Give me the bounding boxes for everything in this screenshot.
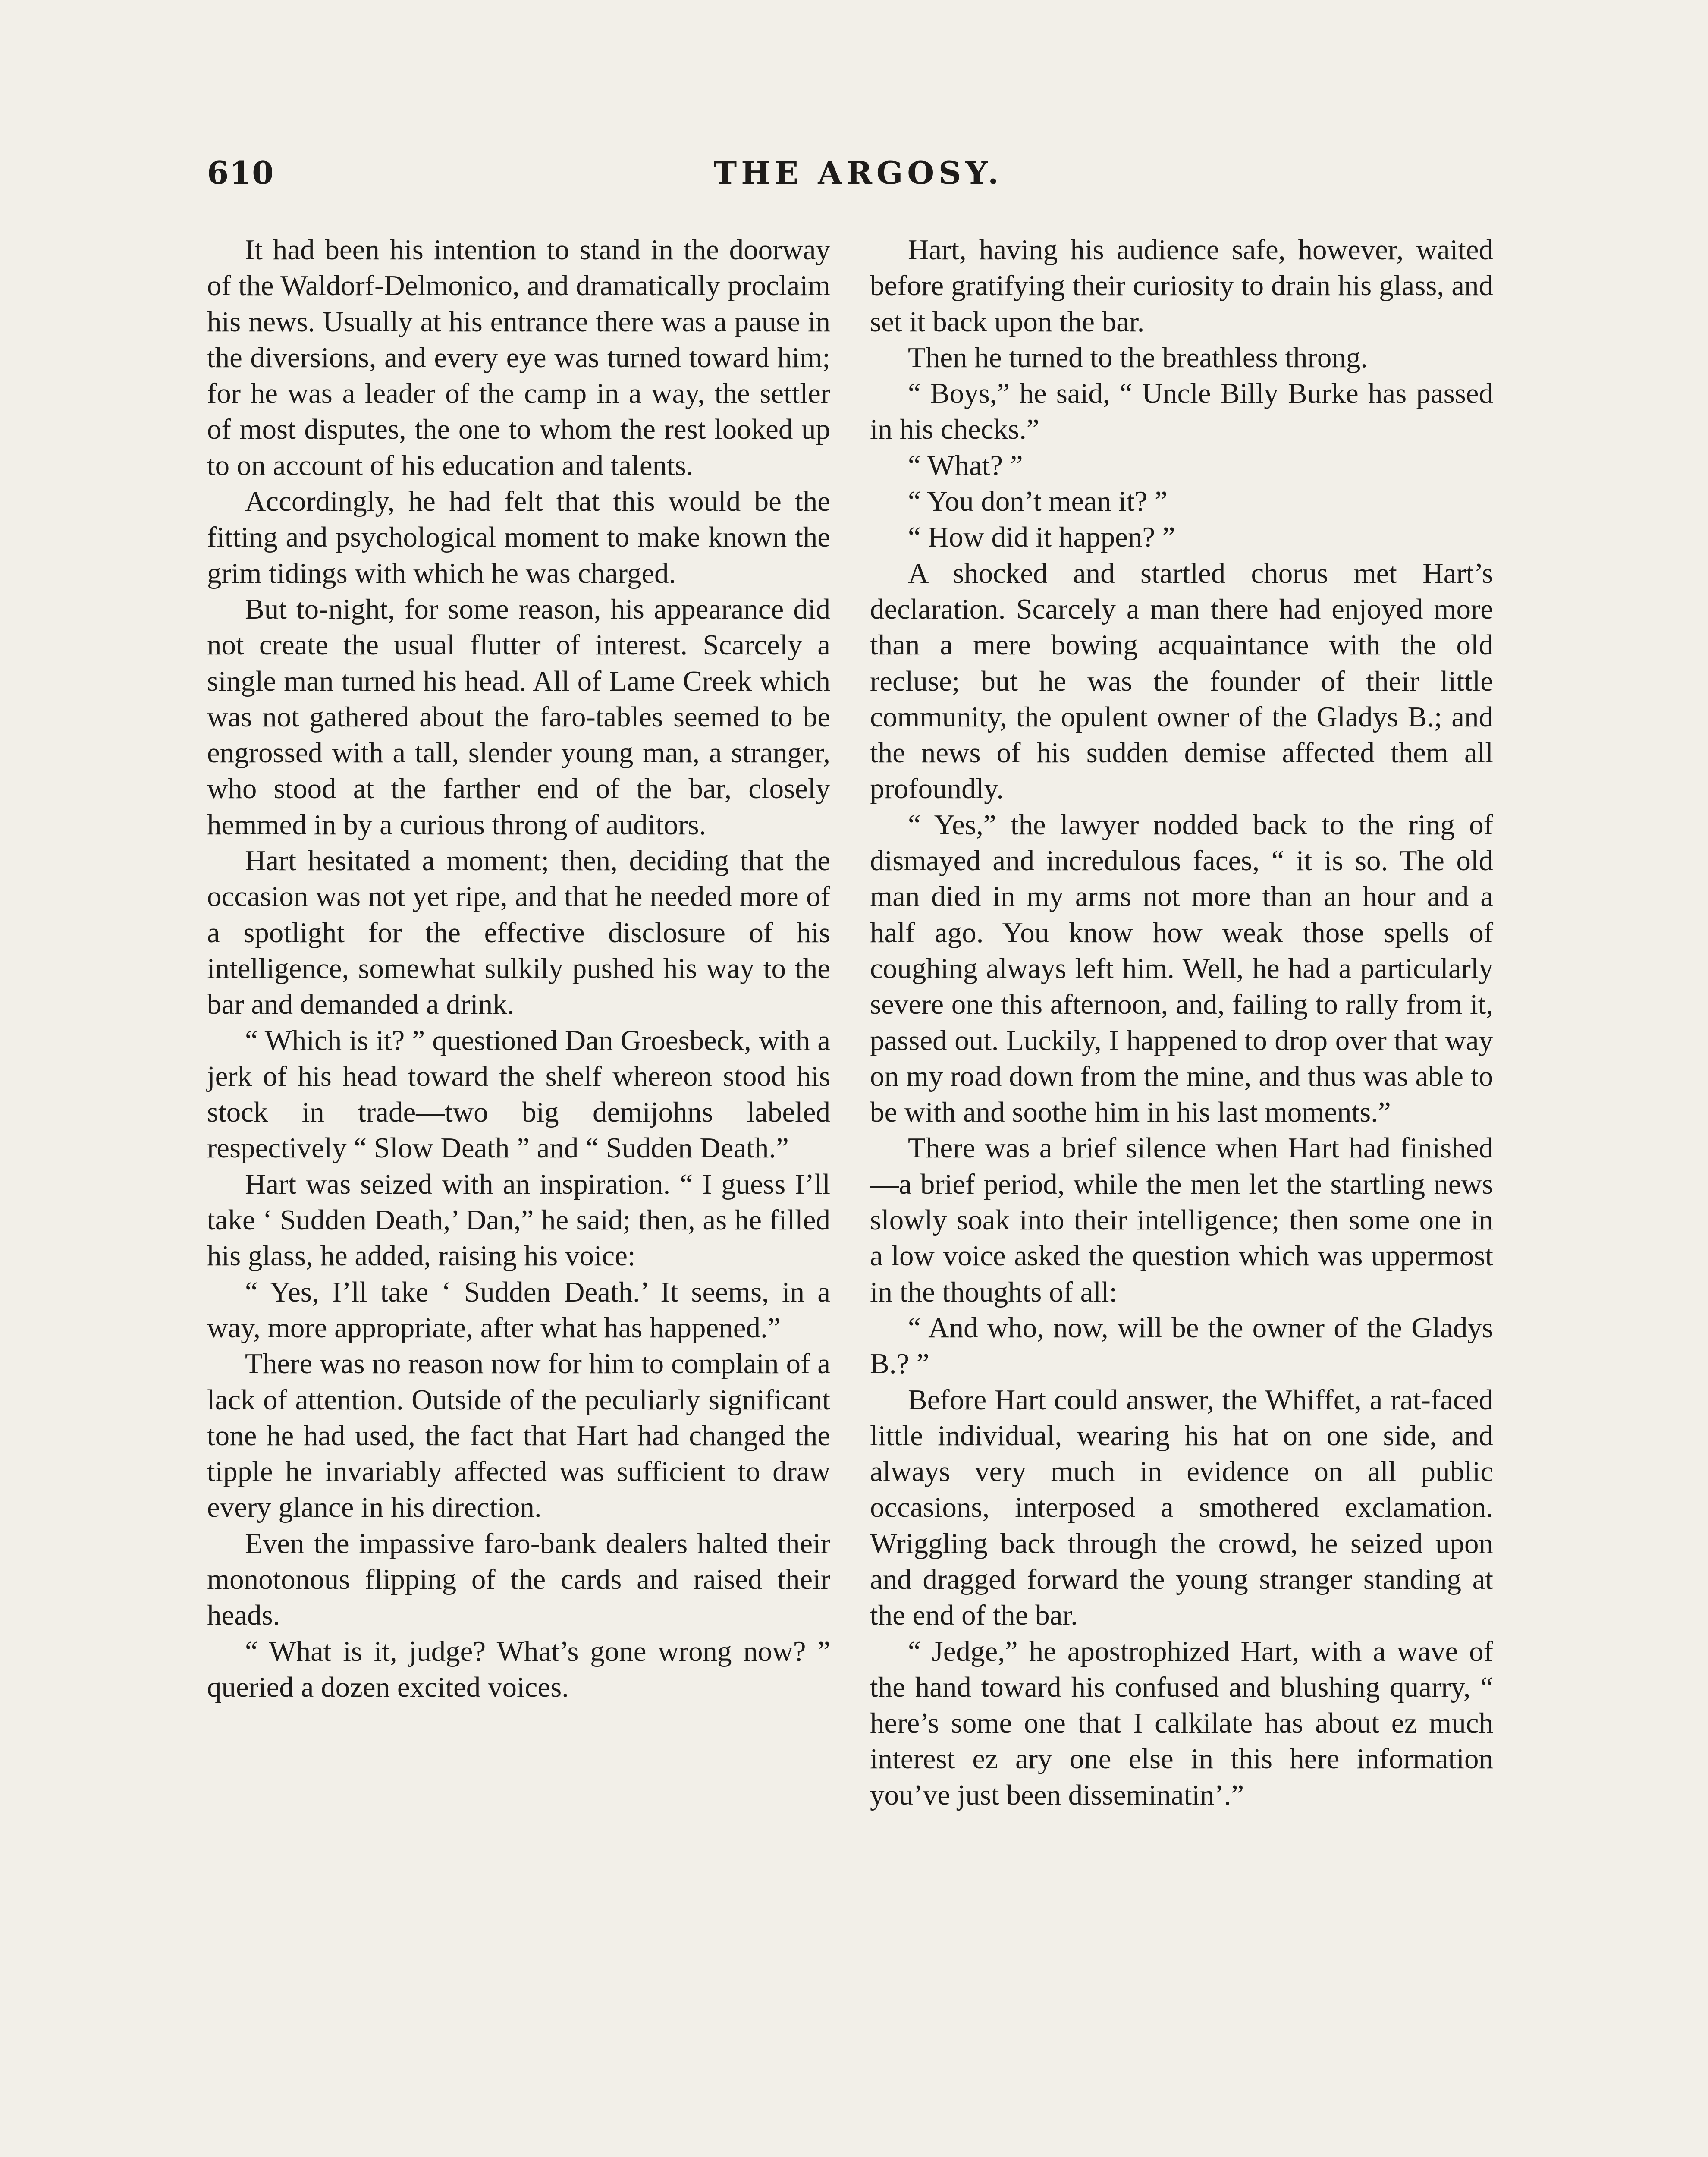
paragraph: Hart hesitated a moment; then, deciding that the occasion was not yet ripe, and that he needed more of a spotlight for the effective disclosure of his intelligence, somewhat sulkily pushed his way to the bar and demanded a drink. — [207, 845, 830, 1021]
paragraph: It had been his intention to stand in the doorway of the Waldorf-Delmonico, and dramatically proclaim his news. Usually at his entrance there was a pause in the diversions, and every eye was turned toward him; for he was a leader of the camp in a way, the settler of most disputes, the one to whom the rest looked up to on account of his education and talents. — [207, 234, 830, 481]
paragraph: “ Yes,” the lawyer nodded back to the ring of dismayed and incredulous faces, “ it is so. The old man died in my arms not more than an hour and a half ago. You know how weak those spells of coughing always left him. Well, he had a particularly severe one this afternoon, and, failing to rally from it, passed out. Luckily, I happened to drop over that way on my road down from the mine, and thus was able to be with and soothe him in his last moments.” — [870, 808, 1493, 1129]
paragraph: “ Yes, I’ll take ‘ Sudden Death.’ It seems, in a way, more appropriate, after what has happened.” — [207, 1276, 830, 1344]
paragraph: “ You don’t mean it? ” — [908, 485, 1168, 518]
page-number: 610 — [207, 154, 275, 191]
paragraph: “ Which is it? ” questioned Dan Groesbeck, with a jerk of his head toward the shelf whereon stood his stock in trade—two big demijohns labeled respectively “ Slow Death ” and “ Sudden Death.” — [207, 1024, 830, 1164]
running-head — [207, 154, 1510, 206]
journal-title: THE ARGOSY. — [713, 154, 1003, 191]
left-column — [207, 232, 830, 1705]
paragraph: “ What is it, judge? What’s gone wrong now? ” queried a dozen excited voices. — [207, 1635, 830, 1703]
paragraph: “ What? ” — [908, 449, 1023, 481]
paragraph: A shocked and startled chorus met Hart’s declaration. Scarcely a man there had enjoyed more than a mere bowing acquaintance with the old recluse; but he was the founder of their little community, the opulent owner of the Gladys B.; and the news of his sudden demise affected them all profoundly. — [870, 557, 1493, 805]
paragraph: Before Hart could answer, the Whiffet, a rat-faced little individual, wearing his hat on one side, and always very much in evidence on all public occasions, interposed a smothered exclamation. Wriggling back through the crowd, he seized upon and dragged forward the young stranger standing at the end of the bar. — [870, 1383, 1493, 1632]
paragraph: Hart was seized with an inspiration. “ I guess I’ll take ‘ Sudden Death,’ Dan,” he said; then, as he filled his glass, he added, raising his voice: — [207, 1168, 830, 1272]
paragraph: “ And who, now, will be the owner of the Gladys B.? ” — [870, 1311, 1493, 1380]
right-column — [870, 232, 1493, 1813]
paragraph: Then he turned to the breathless throng. — [908, 341, 1368, 374]
paragraph: “ How did it happen? ” — [908, 521, 1175, 553]
paragraph: But to-night, for some reason, his appearance did not create the usual flutter of interest. Scarcely a single man turned his head. All of Lame Creek which was not gathered about the faro-tables seemed to be engrossed with a tall, slender young man, a stranger, who stood at the farther end of the bar, closely hemmed in by a curious throng of auditors. — [207, 593, 830, 841]
paragraph: Even the impassive faro-bank dealers halted their monotonous flipping of the cards and raised their heads. — [207, 1527, 830, 1632]
paragraph: “ Jedge,” he apostrophized Hart, with a wave of the hand toward his confused and blushing quarry, “ here’s some one that I calkilate has about ez much interest ez ary one else in this here information you’ve just been disseminatin’.” — [870, 1635, 1493, 1811]
paragraph: Hart, having his audience safe, however, waited before gratifying their curiosity to drain his glass, and set it back upon the bar. — [870, 234, 1493, 338]
paragraph: “ Boys,” he said, “ Uncle Billy Burke has passed in his checks.” — [870, 377, 1493, 446]
paragraph: Accordingly, he had felt that this would be the fitting and psychological moment to make known the grim tidings with which he was charged. — [207, 485, 830, 589]
paragraph: There was no reason now for him to complain of a lack of attention. Outside of the peculiarly significant tone he had used, the fact that Hart had changed the tipple he invariably affected was sufficient to draw every glance in his direction. — [207, 1348, 830, 1524]
paragraph: There was a brief silence when Hart had finished—a brief period, while the men let the startling news slowly soak into their intelligence; then some one in a low voice asked the question which was uppermost in the thoughts of all: — [870, 1132, 1493, 1308]
